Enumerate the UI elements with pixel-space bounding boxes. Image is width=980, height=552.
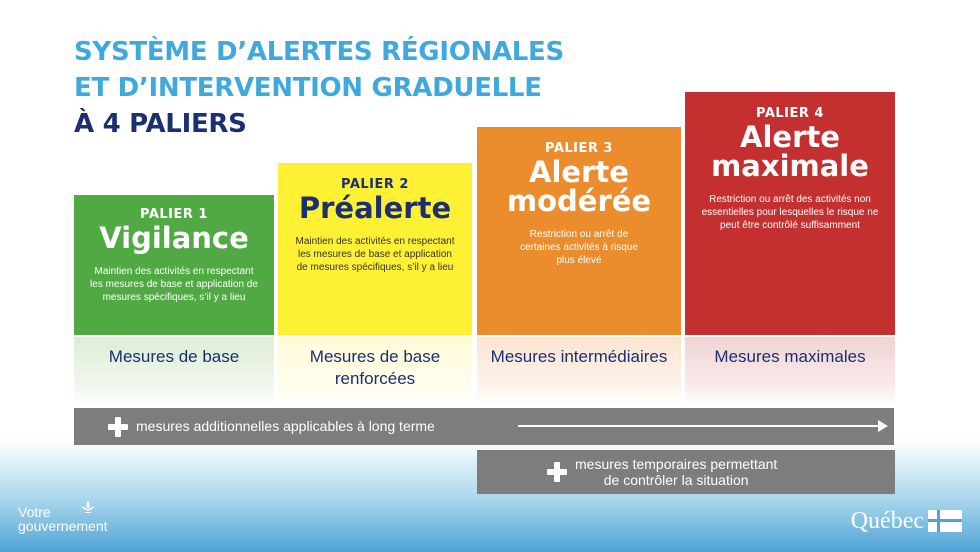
tier-1-card xyxy=(74,195,274,335)
tier-1-palier: PALIER 1 xyxy=(140,207,208,222)
plus-icon xyxy=(547,462,567,482)
arrow-right-icon xyxy=(518,425,884,427)
tier-3-card xyxy=(477,127,681,335)
long-term-measures-label: mesures additionnelles applicables à long terme xyxy=(136,418,435,434)
title-line-3: À 4 PALIERS xyxy=(74,109,247,139)
quebec-label: Québec xyxy=(850,508,924,534)
tier-1-measures-label: Mesures de base xyxy=(108,347,240,366)
logo-line-1: Votre xyxy=(18,504,51,520)
tier-2-measures-label: Mesures de base renforcées xyxy=(309,347,441,388)
tier-4-name: Alerte maximale xyxy=(711,120,869,183)
logo-line-2: gouvernement xyxy=(18,518,108,534)
quebec-flag-icon xyxy=(928,510,962,532)
tier-4-palier: PALIER 4 xyxy=(756,106,824,121)
tier-3-measures xyxy=(477,337,681,407)
page-title xyxy=(74,34,564,142)
tier-1-name: Vigilance xyxy=(99,221,249,255)
tier-2-measures xyxy=(278,337,472,407)
tier-3-palier: PALIER 3 xyxy=(545,141,613,156)
tier-1-measures xyxy=(74,337,274,407)
tier-2-name: Préalerte xyxy=(298,191,452,225)
fleur-de-lis-icon xyxy=(80,500,96,516)
tier-4-description: Restriction ou arrêt des activités non essentielles pour lesquelles le risque ne peut être contrôlé suffisamment xyxy=(701,194,879,231)
tier-3-measures-label: Mesures intermédiaires xyxy=(490,347,668,366)
flag-cross-horizontal xyxy=(928,519,962,522)
tier-2-description: Maintien des activités en respectant les mesures de base et application de mesures spécifiques, s’il y a lieu xyxy=(295,236,455,273)
temporary-measures-line-1: mesures temporaires permettant xyxy=(575,456,778,472)
tier-3-name: Alerte modérée xyxy=(506,155,652,218)
temporary-measures-line-2: de contrôler la situation xyxy=(603,472,749,488)
temporary-measures-bar xyxy=(477,450,895,494)
tier-3-description: Restriction ou arrêt de certaines activités à risque plus élevé xyxy=(520,229,638,266)
plus-icon xyxy=(108,417,128,437)
long-term-measures-bar xyxy=(74,408,894,445)
tier-1-description: Maintien des activités en respectant les mesures de base et application de mesures spécifiques, s’il y a lieu xyxy=(90,266,258,303)
temporary-measures-label xyxy=(575,456,777,488)
tier-4-measures-label: Mesures maximales xyxy=(714,347,866,366)
tier-4-card xyxy=(685,92,895,335)
title-line-1: SYSTÈME D’ALERTES RÉGIONALES xyxy=(74,37,564,67)
tier-2-palier: PALIER 2 xyxy=(341,177,409,192)
title-line-2: ET D’INTERVENTION GRADUELLE xyxy=(74,73,542,103)
tier-2-card xyxy=(278,163,472,335)
tier-4-measures xyxy=(685,337,895,407)
